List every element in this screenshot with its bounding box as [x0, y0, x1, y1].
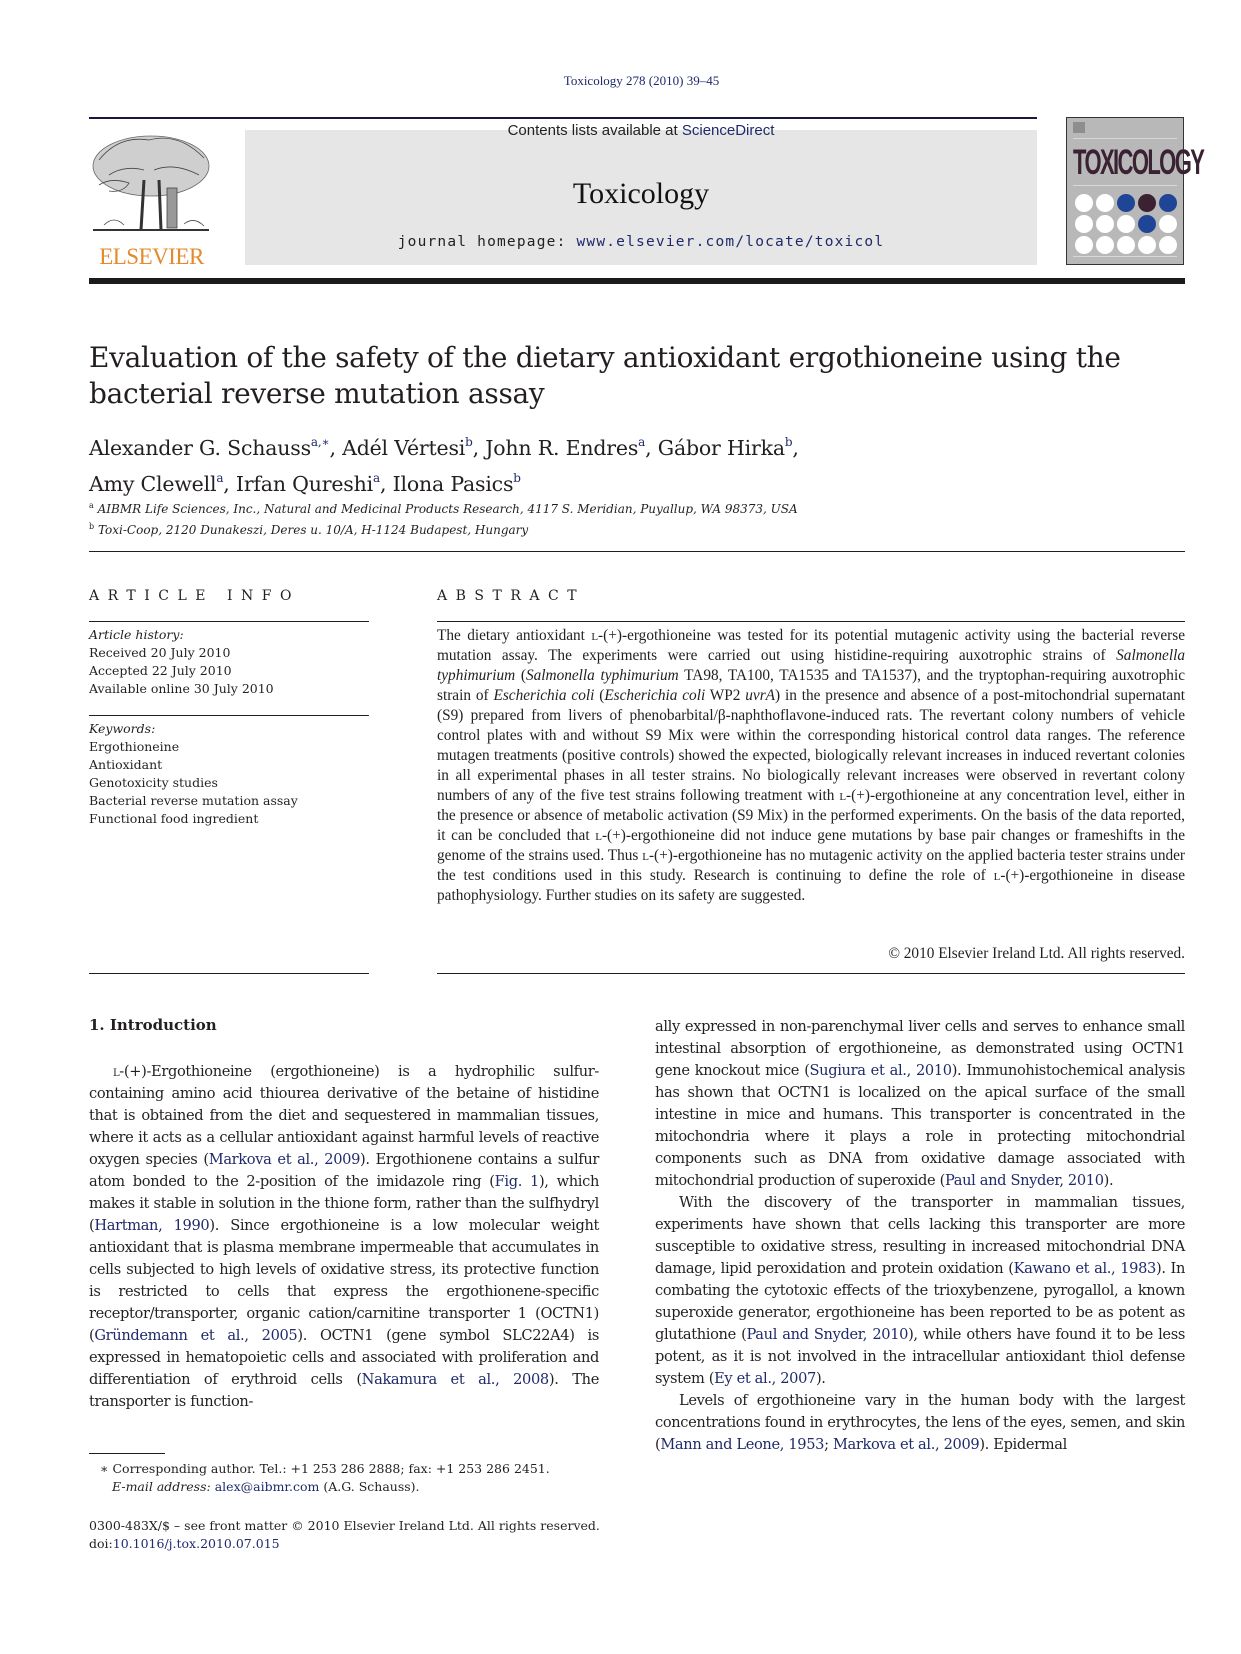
keyword: Genotoxicity studies: [89, 775, 218, 790]
author-list: Alexander G. Schauss$^{a,∗}$, Adél Vértesi$^b$, John R. Endres$^a$, Gábor Hirka$^b$, Amy Clewell$^a$, Irfan Qureshi$^a$, Ilona Pasics$^b$: [89, 435, 799, 496]
article-history-label: Article history:: [89, 627, 184, 642]
front-matter-line: 0300-483X/$ – see front matter © 2010 Elsevier Ireland Ltd. All rights reserved.: [89, 1518, 600, 1533]
sciencedirect-link[interactable]: ScienceDirect: [681, 122, 775, 139]
paragraph: l-(+)-Ergothioneine (ergothioneine) is a hydrophilic sulfur-containing amino acid thiourea derivative of the betaine of histidine that is obtained from the diet and sequestered in mammalian tissues, where it acts as a cellular antioxidant against harmful levels of reactive oxygen species (Markova et al., 2009). Ergothionene contains a sulfur atom bonded to the 2-position of the imidazole ring (Fig. 1), which makes it stable in solution in the thione form, rather than the sulfhydryl (Hartman, 1990). Since ergothioneine is a low molecular weight antioxidant that is plasma membrane impermeable that accumulates in cells subjected to high levels of oxidative stress, its protective function is restricted to cells that express the ergothionene-specific receptor/transporter, organic cation/carnitine transporter 1 (OCTN1) (Gründemann et al., 2005). OCTN1 (gene symbol SLC22A4) is expressed in hematopoietic cells and associated with proliferation and differentiation of erythroid cells (Nakamura et al., 2008). The transporter is function-: [89, 1063, 600, 1410]
cover-divider: [1073, 185, 1177, 186]
section-heading-introduction: 1. Introduction: [89, 1016, 217, 1034]
accepted-date: Accepted 22 July 2010: [89, 663, 232, 678]
doi-link[interactable]: 10.1016/j.tox.2010.07.015: [112, 1536, 280, 1551]
paragraph: Levels of ergothioneine vary in the human body with the largest concentrations found in erythrocytes, the lens of the eyes, semen, and skin (Mann and Leone, 1953; Markova et al., 2009). Epidermal: [655, 1392, 1185, 1453]
citation-link[interactable]: Paul and Snyder, 2010: [746, 1326, 909, 1343]
citation-link[interactable]: Markova et al., 2009: [832, 1436, 980, 1453]
abstract-copyright: © 2010 Elsevier Ireland Ltd. All rights reserved.: [888, 945, 1185, 962]
citation-link[interactable]: Kawano et al., 1983: [1013, 1260, 1156, 1277]
citation-link[interactable]: Nakamura et al., 2008: [361, 1371, 549, 1388]
keyword: Functional food ingredient: [89, 811, 259, 826]
front-matter: 0300-483X/$ – see front matter © 2010 Elsevier Ireland Ltd. All rights reserved. doi:10.1016/j.tox.2010.07.015: [89, 1517, 649, 1553]
figure-link[interactable]: Fig. 1: [494, 1173, 539, 1190]
journal-name: Toxicology: [572, 177, 710, 210]
citation-link[interactable]: Ey et al., 2007: [714, 1370, 816, 1387]
email-link[interactable]: alex@aibmr.com: [214, 1479, 320, 1494]
keyword: Bacterial reverse mutation assay: [89, 793, 298, 808]
elsevier-wordmark: ELSEVIER: [99, 244, 204, 269]
author-name: Amy Clewell: [89, 472, 217, 496]
citation-link[interactable]: Mann and Leone, 1953: [660, 1436, 825, 1453]
cover-dot: [1159, 215, 1177, 233]
author-name: Ilona Pasics: [392, 472, 514, 496]
author-affiliation-mark[interactable]: b: [784, 435, 793, 449]
cover-dot: [1138, 215, 1156, 233]
abstract-text: The dietary antioxidant l-(+)-ergothioneine was tested for its potential mutagenic activity using the bacterial reverse mutation assay. The experiments were carried out using histidine-requiring auxotrophic strains of Salmonella typhimurium (Salmonella typhimurium TA98, TA100, TA1535 and TA1537), and the tryptophan-requiring auxotrophic strain of Escherichia coli (Escherichia coli WP2 uvrA) in the presence and absence of a post-mitochondrial supernatant (S9) prepared from livers of phenobarbital/β-naphthoflavone-induced rats. The revertant colony numbers of vehicle control plates with and without S9 Mix were within the corresponding historical control data ranges. The reference mutagen treatments (positive controls) showed the expected, biologically relevant increases in induced revertant colonies in all experimental phases in all tester strains. No biologically relevant increases were observed in revertant colony numbers of any of the five test strains following treatment with l-(+)-ergothioneine at any concentration level, either in the presence or absence of metabolic activation (S9 Mix) in the performed experiments. On the basis of the data reported, it can be concluded that l-(+)-ergothioneine did not induce gene mutations by base pair changes or frameshifts in the genome of the strains used. Thus l-(+)-ergothioneine has no mutagenic activity on the applied bacteria tester strains under the test conditions used in this study. Research is continuing to define the role of l-(+)-ergothioneine in disease pathophysiology. Further studies on its safety are suggested.: [437, 627, 1185, 904]
body-column-left: [89, 1061, 599, 1413]
corresponding-author-footnote: ∗ Corresponding author. Tel.: +1 253 286 2888; fax: +1 253 286 2451. E-mail address: alex@aibmr.com (A.G. Schauss).: [100, 1461, 550, 1494]
cover-dot: [1117, 236, 1135, 254]
author-name: Gábor Hirka: [657, 436, 785, 460]
citation-link[interactable]: Markova et al., 2009: [208, 1151, 361, 1168]
abstract-rule: [437, 621, 1185, 622]
abstract-rule: [437, 973, 1185, 974]
abstract-heading: ABSTRACT: [437, 588, 586, 604]
cover-dot: [1096, 194, 1114, 212]
author-name: Adél Vértesi: [342, 436, 466, 460]
keyword: Ergothioneine: [89, 739, 180, 754]
keyword: Antioxidant: [89, 757, 163, 772]
keywords: [89, 720, 369, 828]
cover-dot: [1075, 236, 1093, 254]
journal-reference[interactable]: Toxicology 278 (2010) 39–45: [563, 73, 720, 88]
journal-cover-thumbnail[interactable]: [1066, 117, 1204, 265]
section-rule: [89, 551, 1185, 552]
contents-line: Contents lists available at ScienceDirect: [507, 122, 775, 139]
cover-dot: [1117, 215, 1135, 233]
author-affiliation-mark[interactable]: a: [216, 471, 224, 485]
footnote-rule: [89, 1453, 165, 1454]
cover-dot-grid: [1075, 194, 1177, 254]
cover-dot: [1096, 215, 1114, 233]
cover-title: TOXICOLOGY: [1073, 142, 1204, 182]
header-rule: [89, 117, 1037, 119]
author-name: Alexander G. Schauss: [89, 436, 311, 460]
cover-dot: [1075, 194, 1093, 212]
affiliation: $^b$ Toxi-Coop, 2120 Dunakeszi, Deres u. 10/A, H-1124 Budapest, Hungary: [89, 522, 529, 537]
article-title: Evaluation of the safety of the dietary antioxidant ergothioneine using the bacterial reverse mutation assay: [89, 341, 1121, 410]
available-online-date: Available online 30 July 2010: [89, 681, 274, 696]
author-name: John R. Endres: [485, 436, 639, 460]
header-thick-rule: [89, 278, 1185, 284]
article-info-rule: [89, 621, 369, 622]
cover-dot: [1159, 194, 1177, 212]
citation-link[interactable]: Sugiura et al., 2010: [809, 1062, 952, 1079]
body-column-right: [655, 1016, 1185, 1456]
cover-divider: [1073, 256, 1177, 257]
article-info-rule: [89, 715, 369, 716]
citation-link[interactable]: Hartman, 1990: [94, 1217, 210, 1234]
journal-homepage: journal homepage: www.elsevier.com/locate/toxicol: [397, 234, 885, 250]
elsevier-tree-icon: [89, 130, 214, 238]
affiliations: [89, 497, 1189, 539]
author-affiliation-mark[interactable]: b: [513, 471, 521, 485]
article-info-rule: [89, 973, 369, 974]
homepage-link[interactable]: www.elsevier.com/locate/toxicol: [576, 234, 885, 250]
author-affiliation-mark[interactable]: a,∗: [310, 435, 330, 449]
paragraph: With the discovery of the transporter in mammalian tissues, experiments have shown that cells lacking this transporter are more susceptible to oxidative stress, resulting in increased mitochondrial DNA damage, lipid peroxidation and protein oxidation (Kawano et al., 1983). In combating the cytotoxic effects of the trioxybenzene, pyrogallol, a known superoxide generator, ergothioneine has been reported to be as potent as glutathione (Paul and Snyder, 2010), while others have found it to be less potent, as it is not involved in the intracellular antioxidant thiol defense system (Ey et al., 2007).: [655, 1194, 1186, 1387]
cover-dot: [1159, 236, 1177, 254]
article-info-heading: ARTICLE INFO: [89, 588, 300, 604]
cover-dot: [1138, 236, 1156, 254]
keywords-label: Keywords:: [89, 721, 156, 736]
affiliation: $^a$ AIBMR Life Sciences, Inc., Natural and Medicinal Products Research, 4117 S. Meridian, Puyallup, WA 98373, USA: [89, 501, 798, 516]
citation-link[interactable]: Paul and Snyder, 2010: [944, 1172, 1104, 1189]
cover-dot: [1117, 194, 1135, 212]
citation-link[interactable]: Gründemann et al., 2005: [94, 1327, 298, 1344]
received-date: Received 20 July 2010: [89, 645, 231, 660]
author-affiliation-mark[interactable]: a: [638, 435, 646, 449]
journal-banner: [245, 122, 1037, 265]
author-affiliation-mark[interactable]: b: [465, 435, 473, 449]
cover-dot: [1075, 215, 1093, 233]
cover-dot: [1096, 236, 1114, 254]
paragraph: ally expressed in non-parenchymal liver cells and serves to enhance small intestinal absorption of ergothioneine, as demonstrated using OCTN1 gene knockout mice (Sugiura et al., 2010). Immunohistochemical analysis has shown that OCTN1 is localized on the apical surface of the small intestine in mice and humans. This transporter is concentrated in the mitochondria where it plays a role in protecting mitochondrial components such as DNA from oxidative damage associated with mitochondrial production of superoxide (Paul and Snyder, 2010).: [655, 1018, 1185, 1189]
cover-divider: [1073, 138, 1177, 139]
author-affiliation-mark[interactable]: a: [372, 471, 380, 485]
elsevier-logo[interactable]: [89, 130, 214, 270]
author-name: Irfan Qureshi: [235, 472, 373, 496]
article-history: [89, 626, 369, 698]
cover-publisher-icon: [1073, 122, 1085, 133]
cover-dot: [1138, 194, 1156, 212]
